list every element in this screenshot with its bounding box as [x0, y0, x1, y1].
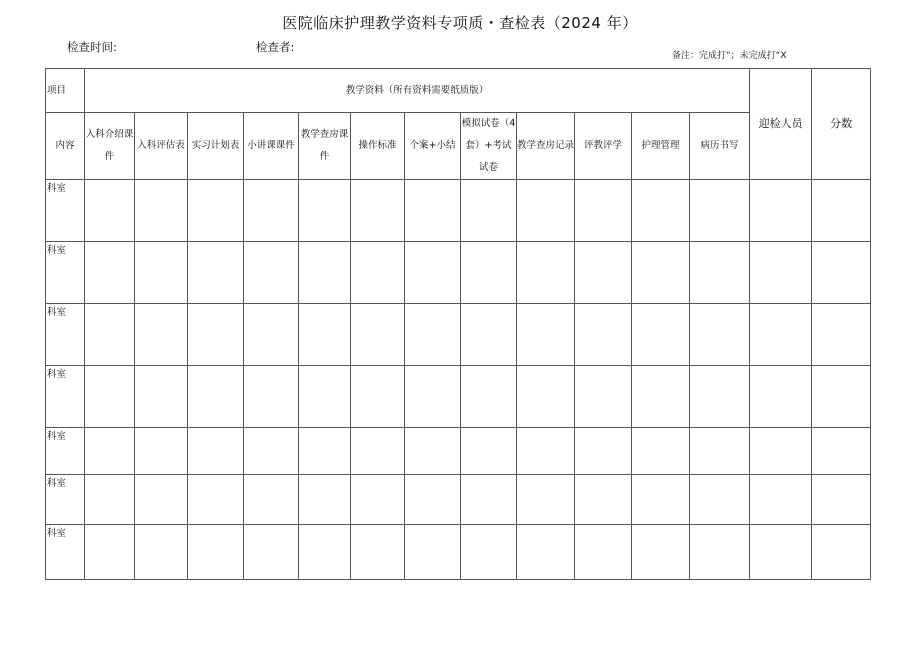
check-cell[interactable]	[351, 428, 405, 475]
staff-cell[interactable]	[750, 428, 812, 475]
check-cell[interactable]	[135, 475, 188, 525]
check-cell[interactable]	[517, 366, 575, 428]
check-cell[interactable]	[85, 242, 135, 304]
department-label: 科室	[46, 242, 85, 304]
check-cell[interactable]	[461, 242, 517, 304]
check-cell[interactable]	[135, 525, 188, 580]
check-cell[interactable]	[405, 366, 461, 428]
check-cell[interactable]	[405, 304, 461, 366]
column-header: 个案+小结	[405, 113, 461, 180]
check-cell[interactable]	[299, 242, 351, 304]
check-cell[interactable]	[244, 428, 299, 475]
check-cell[interactable]	[461, 304, 517, 366]
department-label: 科室	[46, 180, 85, 242]
check-cell[interactable]	[517, 525, 575, 580]
check-cell[interactable]	[135, 304, 188, 366]
check-cell[interactable]	[632, 180, 690, 242]
staff-cell[interactable]	[750, 180, 812, 242]
check-cell[interactable]	[299, 304, 351, 366]
check-cell[interactable]	[575, 304, 632, 366]
column-header: 入科介绍课件	[85, 113, 135, 180]
check-cell[interactable]	[461, 366, 517, 428]
check-cell[interactable]	[690, 428, 750, 475]
score-cell[interactable]	[812, 525, 871, 580]
group-header: 教学资料（所有资料需要纸质版）	[85, 69, 750, 113]
inspector-label: 检查者:	[256, 40, 295, 54]
check-cell[interactable]	[188, 242, 244, 304]
staff-cell[interactable]	[750, 525, 812, 580]
check-cell[interactable]	[135, 428, 188, 475]
check-cell[interactable]	[632, 475, 690, 525]
check-cell[interactable]	[135, 242, 188, 304]
check-cell[interactable]	[632, 304, 690, 366]
check-cell[interactable]	[461, 475, 517, 525]
welcome-staff-header: 迎检人员	[750, 69, 812, 180]
check-cell[interactable]	[461, 428, 517, 475]
check-cell[interactable]	[632, 242, 690, 304]
check-cell[interactable]	[299, 475, 351, 525]
check-cell[interactable]	[517, 180, 575, 242]
check-cell[interactable]	[244, 242, 299, 304]
check-cell[interactable]	[575, 180, 632, 242]
column-header: 实习计划表	[188, 113, 244, 180]
check-cell[interactable]	[188, 366, 244, 428]
check-cell[interactable]	[135, 366, 188, 428]
check-cell[interactable]	[85, 180, 135, 242]
check-time-label: 检查时间:	[67, 40, 117, 54]
check-cell[interactable]	[461, 525, 517, 580]
check-cell[interactable]	[351, 242, 405, 304]
table-row	[46, 475, 871, 525]
check-cell[interactable]	[690, 366, 750, 428]
staff-cell[interactable]	[750, 242, 812, 304]
project-label: 项目	[46, 69, 85, 113]
check-cell[interactable]	[85, 304, 135, 366]
check-cell[interactable]	[632, 428, 690, 475]
check-cell[interactable]	[188, 180, 244, 242]
check-cell[interactable]	[188, 475, 244, 525]
staff-cell[interactable]	[750, 475, 812, 525]
check-cell[interactable]	[299, 525, 351, 580]
check-cell[interactable]	[85, 525, 135, 580]
score-cell[interactable]	[812, 304, 871, 366]
staff-cell[interactable]	[750, 366, 812, 428]
check-cell[interactable]	[351, 304, 405, 366]
table-row	[46, 180, 871, 242]
check-cell[interactable]	[85, 428, 135, 475]
check-cell[interactable]	[299, 428, 351, 475]
department-label: 科室	[46, 428, 85, 475]
check-cell[interactable]	[405, 525, 461, 580]
check-cell[interactable]	[517, 428, 575, 475]
score-cell[interactable]	[812, 366, 871, 428]
department-label: 科室	[46, 304, 85, 366]
column-header: 教学查房记录	[517, 113, 575, 180]
score-header: 分数	[812, 69, 871, 180]
check-cell[interactable]	[85, 475, 135, 525]
content-label: 内容	[46, 113, 85, 180]
check-cell[interactable]	[405, 180, 461, 242]
check-cell[interactable]	[244, 366, 299, 428]
check-cell[interactable]	[244, 475, 299, 525]
check-cell[interactable]	[690, 525, 750, 580]
column-header: 操作标准	[351, 113, 405, 180]
column-header: 模拟试卷（4套）+考试试卷	[461, 113, 517, 180]
legend-note: 备注：完成打“；未完成打“X	[672, 51, 787, 61]
check-cell[interactable]	[575, 242, 632, 304]
check-cell[interactable]	[85, 366, 135, 428]
check-cell[interactable]	[517, 475, 575, 525]
column-header: 护理管理	[632, 113, 690, 180]
check-cell[interactable]	[575, 366, 632, 428]
check-cell[interactable]	[632, 525, 690, 580]
table-row	[46, 304, 871, 366]
check-cell[interactable]	[405, 428, 461, 475]
check-cell[interactable]	[299, 366, 351, 428]
check-cell[interactable]	[188, 304, 244, 366]
column-header: 小讲课课件	[244, 113, 299, 180]
score-cell[interactable]	[812, 428, 871, 475]
page-title: 医院临床护理教学资料专项质・查检表（2024 年）	[282, 14, 638, 32]
check-cell[interactable]	[405, 475, 461, 525]
check-cell[interactable]	[575, 525, 632, 580]
column-header: 教学查房课件	[299, 113, 351, 180]
check-cell[interactable]	[299, 180, 351, 242]
check-cell[interactable]	[351, 180, 405, 242]
check-cell[interactable]	[244, 304, 299, 366]
department-label: 科室	[46, 475, 85, 525]
check-cell[interactable]	[405, 242, 461, 304]
table-row	[46, 525, 871, 580]
check-cell[interactable]	[690, 475, 750, 525]
check-cell[interactable]	[244, 525, 299, 580]
table-row	[46, 428, 871, 475]
check-cell[interactable]	[351, 475, 405, 525]
check-cell[interactable]	[517, 304, 575, 366]
check-cell[interactable]	[632, 366, 690, 428]
check-cell[interactable]	[351, 366, 405, 428]
score-cell[interactable]	[812, 242, 871, 304]
check-cell[interactable]	[690, 304, 750, 366]
check-cell[interactable]	[244, 180, 299, 242]
column-header: 入科评估表	[135, 113, 188, 180]
check-cell[interactable]	[135, 180, 188, 242]
column-header: 病历书写	[690, 113, 750, 180]
department-label: 科室	[46, 525, 85, 580]
department-label: 科室	[46, 366, 85, 428]
check-cell[interactable]	[188, 525, 244, 580]
score-cell[interactable]	[812, 180, 871, 242]
score-cell[interactable]	[812, 475, 871, 525]
staff-cell[interactable]	[750, 304, 812, 366]
check-cell[interactable]	[690, 180, 750, 242]
check-cell[interactable]	[461, 180, 517, 242]
check-cell[interactable]	[517, 242, 575, 304]
table-row	[46, 366, 871, 428]
check-cell[interactable]	[690, 242, 750, 304]
inspection-table	[45, 68, 871, 580]
check-cell[interactable]	[575, 428, 632, 475]
table-row	[46, 242, 871, 304]
check-cell[interactable]	[188, 428, 244, 475]
column-header: 评教评学	[575, 113, 632, 180]
check-cell[interactable]	[575, 475, 632, 525]
check-cell[interactable]	[351, 525, 405, 580]
